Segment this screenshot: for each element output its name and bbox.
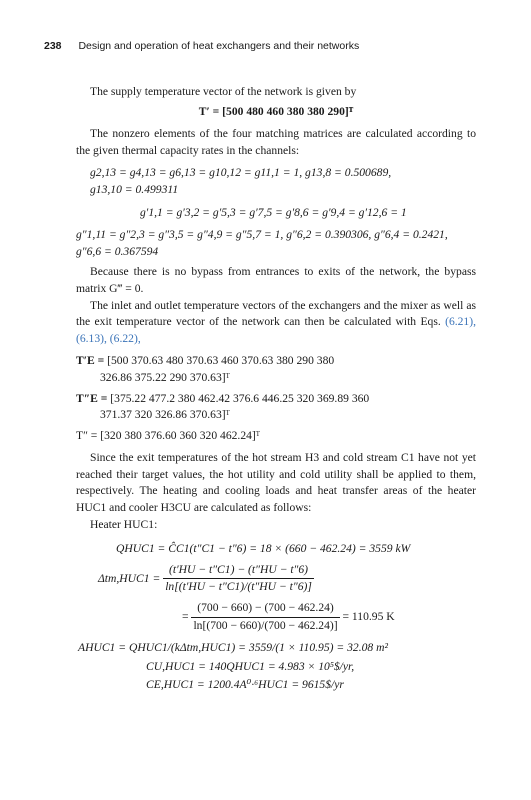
equation-g-line1: g2,13 = g4,13 = g6,13 = g10,12 = g11,1 = 1, g13,8 = 0.500689, [90,166,392,180]
equation-lmtd-result: = 110.95 K [342,609,395,623]
page-header [44,40,359,52]
equation-lmtd-definition [98,562,476,596]
equation-g-line2: g13,10 = 0.499311 [90,182,179,196]
vector-TE-inlet-label: T′E = [76,354,105,368]
equation-lmtd-fraction [163,562,314,596]
paragraph-bypass: Because there is no bypass from entrances to exits of the network, the bypass matrix G‴ = 0. [76,265,476,295]
equation-equipment-cost: CE,HUC1 = 1200.4A⁰·⁶HUC1 = 9615$/yr [146,678,344,692]
vector-TE-outlet-label: T″E = [76,391,108,405]
equation-lmtd-evaluation: = $\frac{(700 - 660) - (700 - 462.24)}{\ln[(700 - 660)/(700 - 462.24)]}$ = 110.95 K [182,600,476,634]
vector-TE-inlet [76,353,476,370]
page-body [76,84,476,694]
vector-TE-outlet-values-1: [375.22 477.2 380 462.42 376.6 446.25 320 369.89 360 [110,391,370,405]
paragraph-inlet-outlet-text: The inlet and outlet temperature vectors of the exchangers and the mixer as well as the exit temperature vector of the network can then be calculated with Eqs. [76,298,476,329]
equation-lmtd-numerator: (t′HU − t″C1) − (t″HU − t″6) [163,562,314,580]
equation-utility-cost: CU,HUC1 = 140QHUC1 = 4.983 × 10⁵$/yr, [146,659,355,673]
vector-T-exit: T″ = [320 380 376.60 360 320 462.24]ᵀ [76,428,260,442]
equation-gprime-line: g′1,1 = g′3,2 = g′5,3 = g′7,5 = g′8,6 = g′9,4 = g′12,6 = 1 [140,205,407,219]
paragraph-inlet-outlet [76,298,476,348]
equation-gdoubleprime-line1: g″1,11 = g″2,3 = g″3,5 = g″4,9 = g″5,7 = 1, g″6,2 = 0.390306, g″6,4 = 0.2421, [76,228,448,242]
page-number: 238 [44,40,62,52]
equation-references-link[interactable]: (6.21), (6.13), (6.22), [76,315,476,345]
vector-TE-inlet-values-1: [500 370.63 480 370.63 460 370.63 380 290 380 [107,354,335,368]
equation-lmtd-lhs: Δtm,HUC1 = [98,571,161,585]
equation-gdoubleprime-line2: g″6,6 = 0.367594 [76,244,159,258]
equation-lmtd-denominator: ln[(t′HU − t″C1)/(t″HU − t″6)] [165,580,312,594]
paragraph-supply-intro: The supply temperature vector of the network is given by [90,85,357,98]
vector-TE-outlet [76,391,476,408]
equation-heat-load: QHUC1 = ĈC1(t″C1 − t″6) = 18 × (660 − 462.24) = 3559 kW [116,542,411,556]
vector-TE-inlet-values-2: 326.86 375.22 290 370.63]ᵀ [100,370,230,384]
paragraph-matching-matrices: The nonzero elements of the four matching matrices are calculated according to the given thermal capacity rates in the channels: [76,127,476,157]
heater-label: Heater HUC1: [90,517,158,531]
running-title: Design and operation of heat exchangers and their networks [78,40,360,52]
equation-supply-vector: T′ = [500 480 460 380 380 290]ᵀ [198,104,354,118]
equation-lmtd-eval-numerator: (700 − 660) − (700 − 462.24) [191,600,339,618]
equation-area: AHUC1 = QHUC1/(kΔtm,HUC1) = 3559/(1 × 110.95) = 32.08 m² [78,641,388,655]
equation-lmtd-eval-fraction [191,600,339,634]
vector-TE-outlet-values-2: 371.37 320 326.86 370.63]ᵀ [100,408,230,422]
paragraph-utilities: Since the exit temperatures of the hot stream H3 and cold stream C1 have not yet reached their target values, the hot utility and cold utility shall be applied to them, respectively. The heating and cooling loads and heat transfer areas of the heater HUC1 and cooler H3CU are calculated as follows: [76,451,476,515]
equation-lmtd-eval-denominator: ln[(700 − 660)/(700 − 462.24)] [193,618,338,632]
